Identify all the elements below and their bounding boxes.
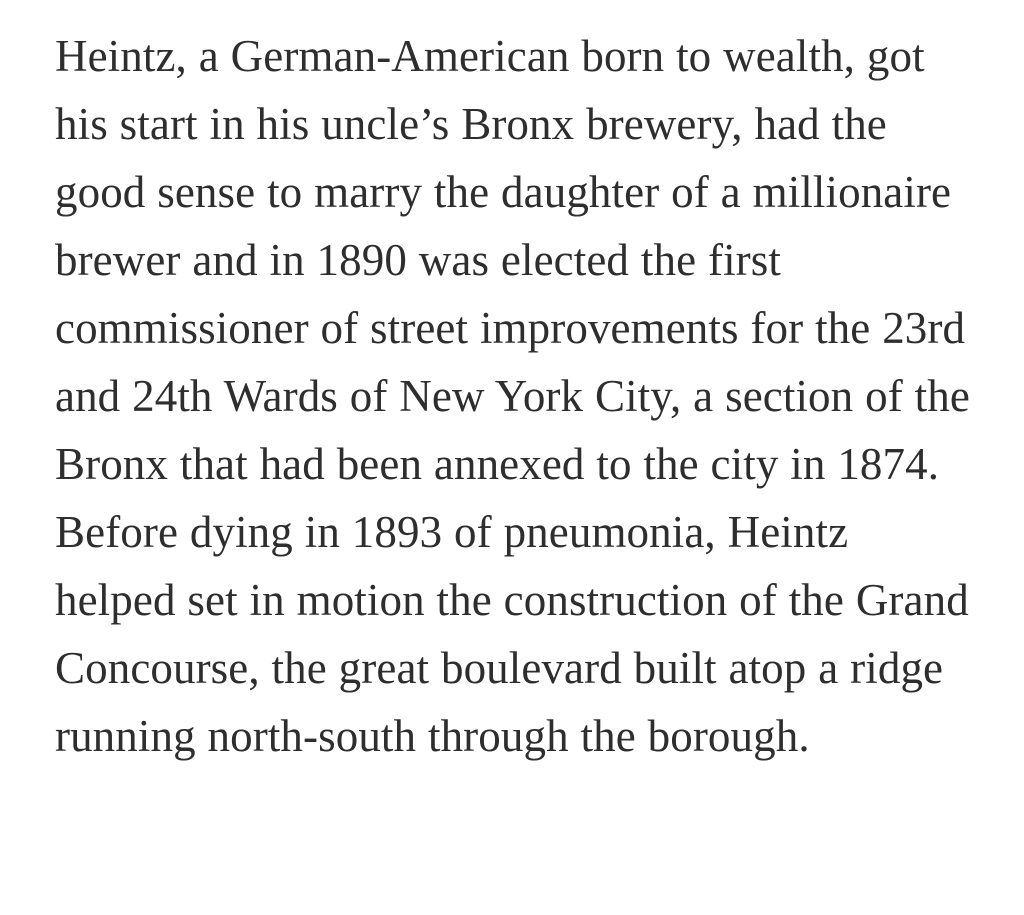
article-paragraph: Heintz, a German-American born to wealth, got his start in his uncle’s Bronx brewery, had the good sense to marry the daughter of a millionaire brewer and in 1890 was elected the first commissioner of street improvements for the 23rd and 24th Wards of New York City, a section of the Bronx that had been annexed to the city in 1874. Before dying in 1893 of pneumonia, Heintz helped set in motion the construction of the Grand Concourse, the great boulevard built atop a ridge running north-south through the borough. xyxy=(55,31,982,761)
